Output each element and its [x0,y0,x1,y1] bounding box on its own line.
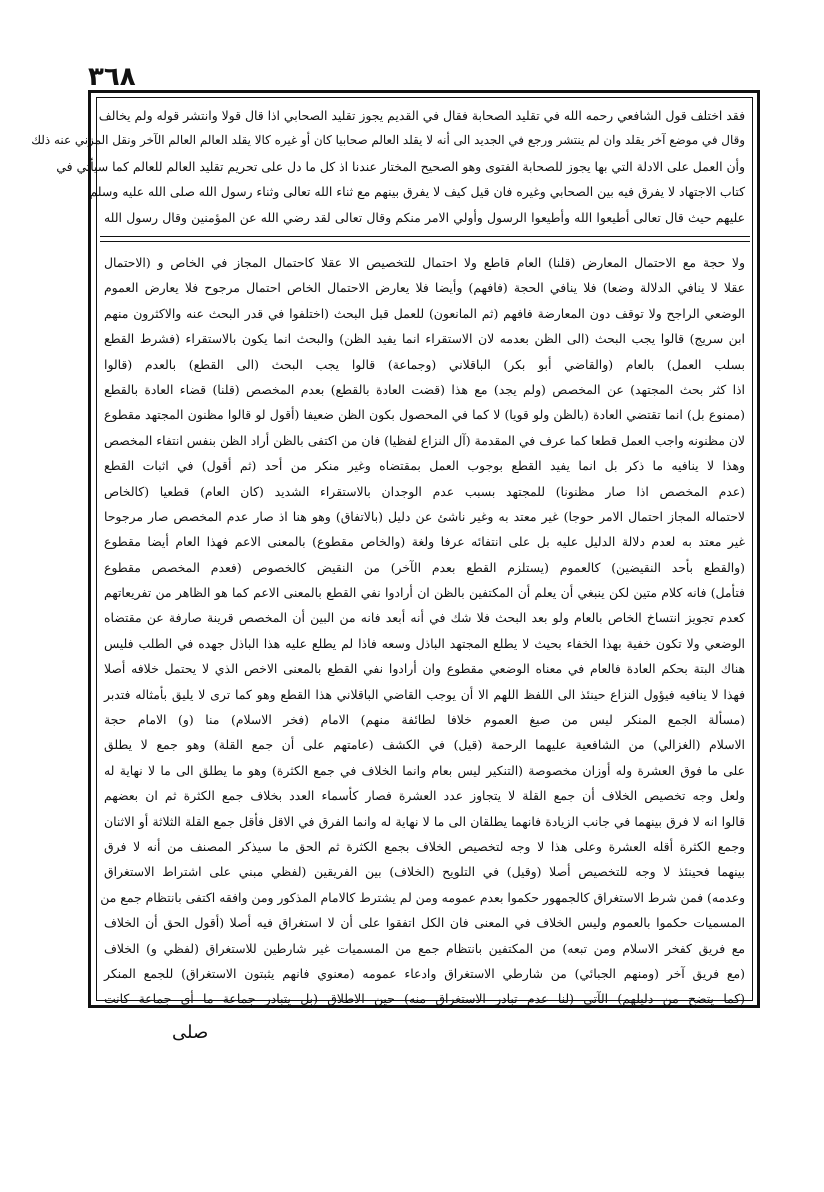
lower-text-line: قالوا انه لا فرق بينهما في جانب الزيادة فانهما يطلقان الى ما لا نهاية له وانما الفرق في الاقل فأقل جمع القلة الثلاثة أو الاثنان [104,813,745,829]
lower-text-line: عقلا لا ينافي الدلالة وضعا) فلا ينافي الحجة (فافهم) وأيضا فلا يعارض الاحتمال الخاص احتمال مرجوح فلا يعارض العموم [104,280,745,296]
lower-text-line: ولا حجة مع الاحتمال المعارض (قلنا) العام قاطع ولا احتمال للتخصيص الا عقلا كاحتمال المجاز في الخاص و (الاحتمال [104,255,745,270]
lower-text-line: لاحتماله المجاز احتمال الامر حوجا) غير معتد به وغير ناشئ عن دليل (بالاتفاق) وهو هنا اذ صار عدم المخصص صار مرجوحا [104,508,745,524]
lower-text-line: على ما فوق العشرة وله أوزان مخصوصة (التنكير ليس بعام وانما الخلاف في جمع الكثرة) وهو ما يطلق الى ما لا نهاية له [104,762,745,778]
section-divider [100,241,750,242]
section-divider [100,236,750,237]
upper-text-line: وقال في موضع آخر يقلد وان لم ينتشر ورجع في الجديد الى أنه لا يقلد العالم صحابيا كان أو غيره كالا يقلد العالم العالم الآخر ونقل المزني عنه ذلك [31,133,745,148]
upper-text-line: وأن العمل على الادلة التي بها يجوز للصحابة الفتوى وهو الصحيح المختار عندنا اذ كل ما دل على تحريم تقليد العالم للعالم كما سيأتي في [56,158,745,174]
lower-text-line: المسميات حكموا بالعموم وليس الخلاف في المعنى فان الكل اتفقوا على أن لا استغراق فيه أصلا (أقول الحق أن الخلاف [104,915,745,931]
lower-text-line: (والقطع بأحد النقيضين) كالعموم (يستلزم القطع بعدم الآخر) من النقيض كالخصوص (فعدم المخصص مقطوع [104,559,745,575]
lower-text-line: وهذا لا ينافيه ما ذكر بل انما يفيد القطع بوجوب العمل بمقتضاه وغير منكر من أحد (ثم أقول) في اثبات القطع [104,458,745,474]
lower-text-line: فهذا لا ينافيه فيؤول النزاع حينئذ الى اللفظ اللهم الا أن يوجب القاضي الباقلاني هذا القطع وهو كما ترى لا يليق بأمثاله فتدبر [104,686,745,702]
lower-text-line: ولعل وجه تخصيص الخلاف أن جمع القلة لا يتجاوز عدد العشرة فصار كأسماء العدد بخلاف جمع الكثرة ثم ان بعضهم [104,788,745,804]
upper-text-line: فقد اختلف قول الشافعي رحمه الله في تقليد الصحابة فقال في القديم يجوز تقليد الصحابي اذا قال قولا وانتشر قوله ولم يخالف [98,108,745,123]
lower-text-line: (ممنوع بل) انما تقتضي العادة (بالظن ولو قويا) لا كما في المحصول بكون الظن ضعيفا (أقول لو قالوا مظنون المجتهد مقطوع [104,407,745,423]
upper-text-line: كتاب الاجتهاد لا يفرق فيه بين الصحابي وغيره فان قيل كيف لا يفرق بينهم مع ثناء الله تعالى وثناء رسول الله صلى الله عليه وسلم [89,184,745,200]
upper-text-block [31,103,745,230]
lower-text-line: (كما يتضح من دليلهم) الآتي (لنا عدم تبادر الاستغراق منه) حين الاطلاق (بل يتبادر جماعة ما أي جماعة كانت [104,991,745,1007]
lower-text-line: ابن سريج) قالوا يجب البحث (الى الظن بعدمه لان الاستقراء انما يفيد الظن) والبحث انما يكون بالاستقراء (فشرط القطع [104,331,745,347]
lower-text-line: (مع فريق آخر (ومنهم الجبائي) من شارطي الاستغراق وادعاء عمومه (معنوي فانهم يثبتون الاستغراق) للجمع المنكر [104,965,745,981]
lower-text-line: الاسلام (الغزالي) من الشافعية عليهما الرحمة (قيل) في الكشف (عامتهم على أن جمع القلة) وهو جمع لا يطلق [104,737,745,753]
lower-text-block [100,250,745,1012]
lower-text-line: بسلب العمل) بالعام (والقاضي أبو بكر) الباقلاني (وجماعة) قالوا يجب البحث (الى القطع) بالعدم (قالوا [104,356,745,372]
lower-text-line: بينهما فحينئذ لا وجه للتخصيص أصلا (وقيل) في التلويح (الخلاف) بين الفريقين (لفظي مبني على اشتراط الاستغراق [104,864,745,880]
lower-text-line: اذا كثر بحث المجتهد) عن المخصص (ولم يجد) مع هذا (قضت العادة بالقطع) بعدم المخصص (قلنا) قضاء العادة بالقطع [104,381,745,397]
lower-text-line: الوضعي الراجح ولا توقف دون المعارضة فافهم (ثم المانعون) للعمل قبل البحث (اختلفوا في قدر البحث عنه والاكثرون منهم [104,305,745,321]
lower-text-line: (مسألة الجمع المنكر ليس من صيغ العموم خلافا لطائفة منهم) الامام (فخر الاسلام) منا (و) الامام حجة [104,712,745,728]
lower-text-line: وعدمه) فمن شرط الاستغراق كالجمهور حكموا بعدم عمومه ومن لم يشترط كالامام المذكور ومن وافقه اكتفى بانتظام جمع من [100,889,745,905]
lower-text-line: غير معتد به لعدم دلالة الدليل عليه بل على انتفائه عرفا ولغة (والخاص مقطوع) بالمعنى الاعم فهذا العام أيضا مقطوع [104,534,745,550]
lower-text-line: مع فريق كفخر الاسلام ومن تبعه) من المكتفين بانتظام جمع من المسميات غير شارطين للاستغراق (لفظي و) الخلاف [104,940,745,956]
catchword: صلى [172,1022,209,1043]
lower-text-line: فتأمل) فانه كلام متين لكن ينبغي أن يعلم أن المكتفين بالظن ان أرادوا نفي القطع بالمعنى الاعم كما هو الظاهر من تفريعاتهم [104,585,745,601]
lower-text-line: الوضعي ولا تكون خفية بهذا الخفاء بحيث لا يطلع المجتهد الباذل وسعه فاذا لم يطلع عليه هذا الباذل جهده في الطلب فليس [104,635,745,651]
page-number: ٣٦٨ [88,62,136,92]
upper-text-line: عليهم حيث قال تعالى أطيعوا الله وأطيعوا الرسول وأولي الامر منكم وقال تعالى لقد رضي الله عن المؤمنين وقال رسول الله [104,209,745,225]
lower-text-line: (عدم المخصص اذا صار مظنونا) للمجتهد بسبب عدم الوجدان بالاستقراء الشديد (كان العام) قطعيا (كالخاص [104,483,745,499]
lower-text-line: هناك البتة بحكم العادة فالعام في معناه الوضعي مقطوع وان أرادوا نفي القطع بالمعنى الاخص الذي لا يحتمل خلافه أصلا [104,661,745,677]
lower-text-line: وجمع الكثرة أقله العشرة وعلى هذا لا وجه لتخصيص الخلاف بجمع الكثرة ثم الحق ما سيذكر المصنف من أنه لا فرق [104,838,745,854]
lower-text-line: كعدم تجويز انتساخ الخاص بالعام ولو بعد البحث فلا شك في أنه أبعد فانه من البين أن المخصص قرينة صارفة عن مقتضاه [104,610,745,626]
lower-text-line: لان مظنونه واجب العمل قطعا كما عرف في المقدمة (آل النزاع لفظيا) فان من اكتفى بالظن أراد الظن بنفس انتفاء المخصص [104,432,745,448]
